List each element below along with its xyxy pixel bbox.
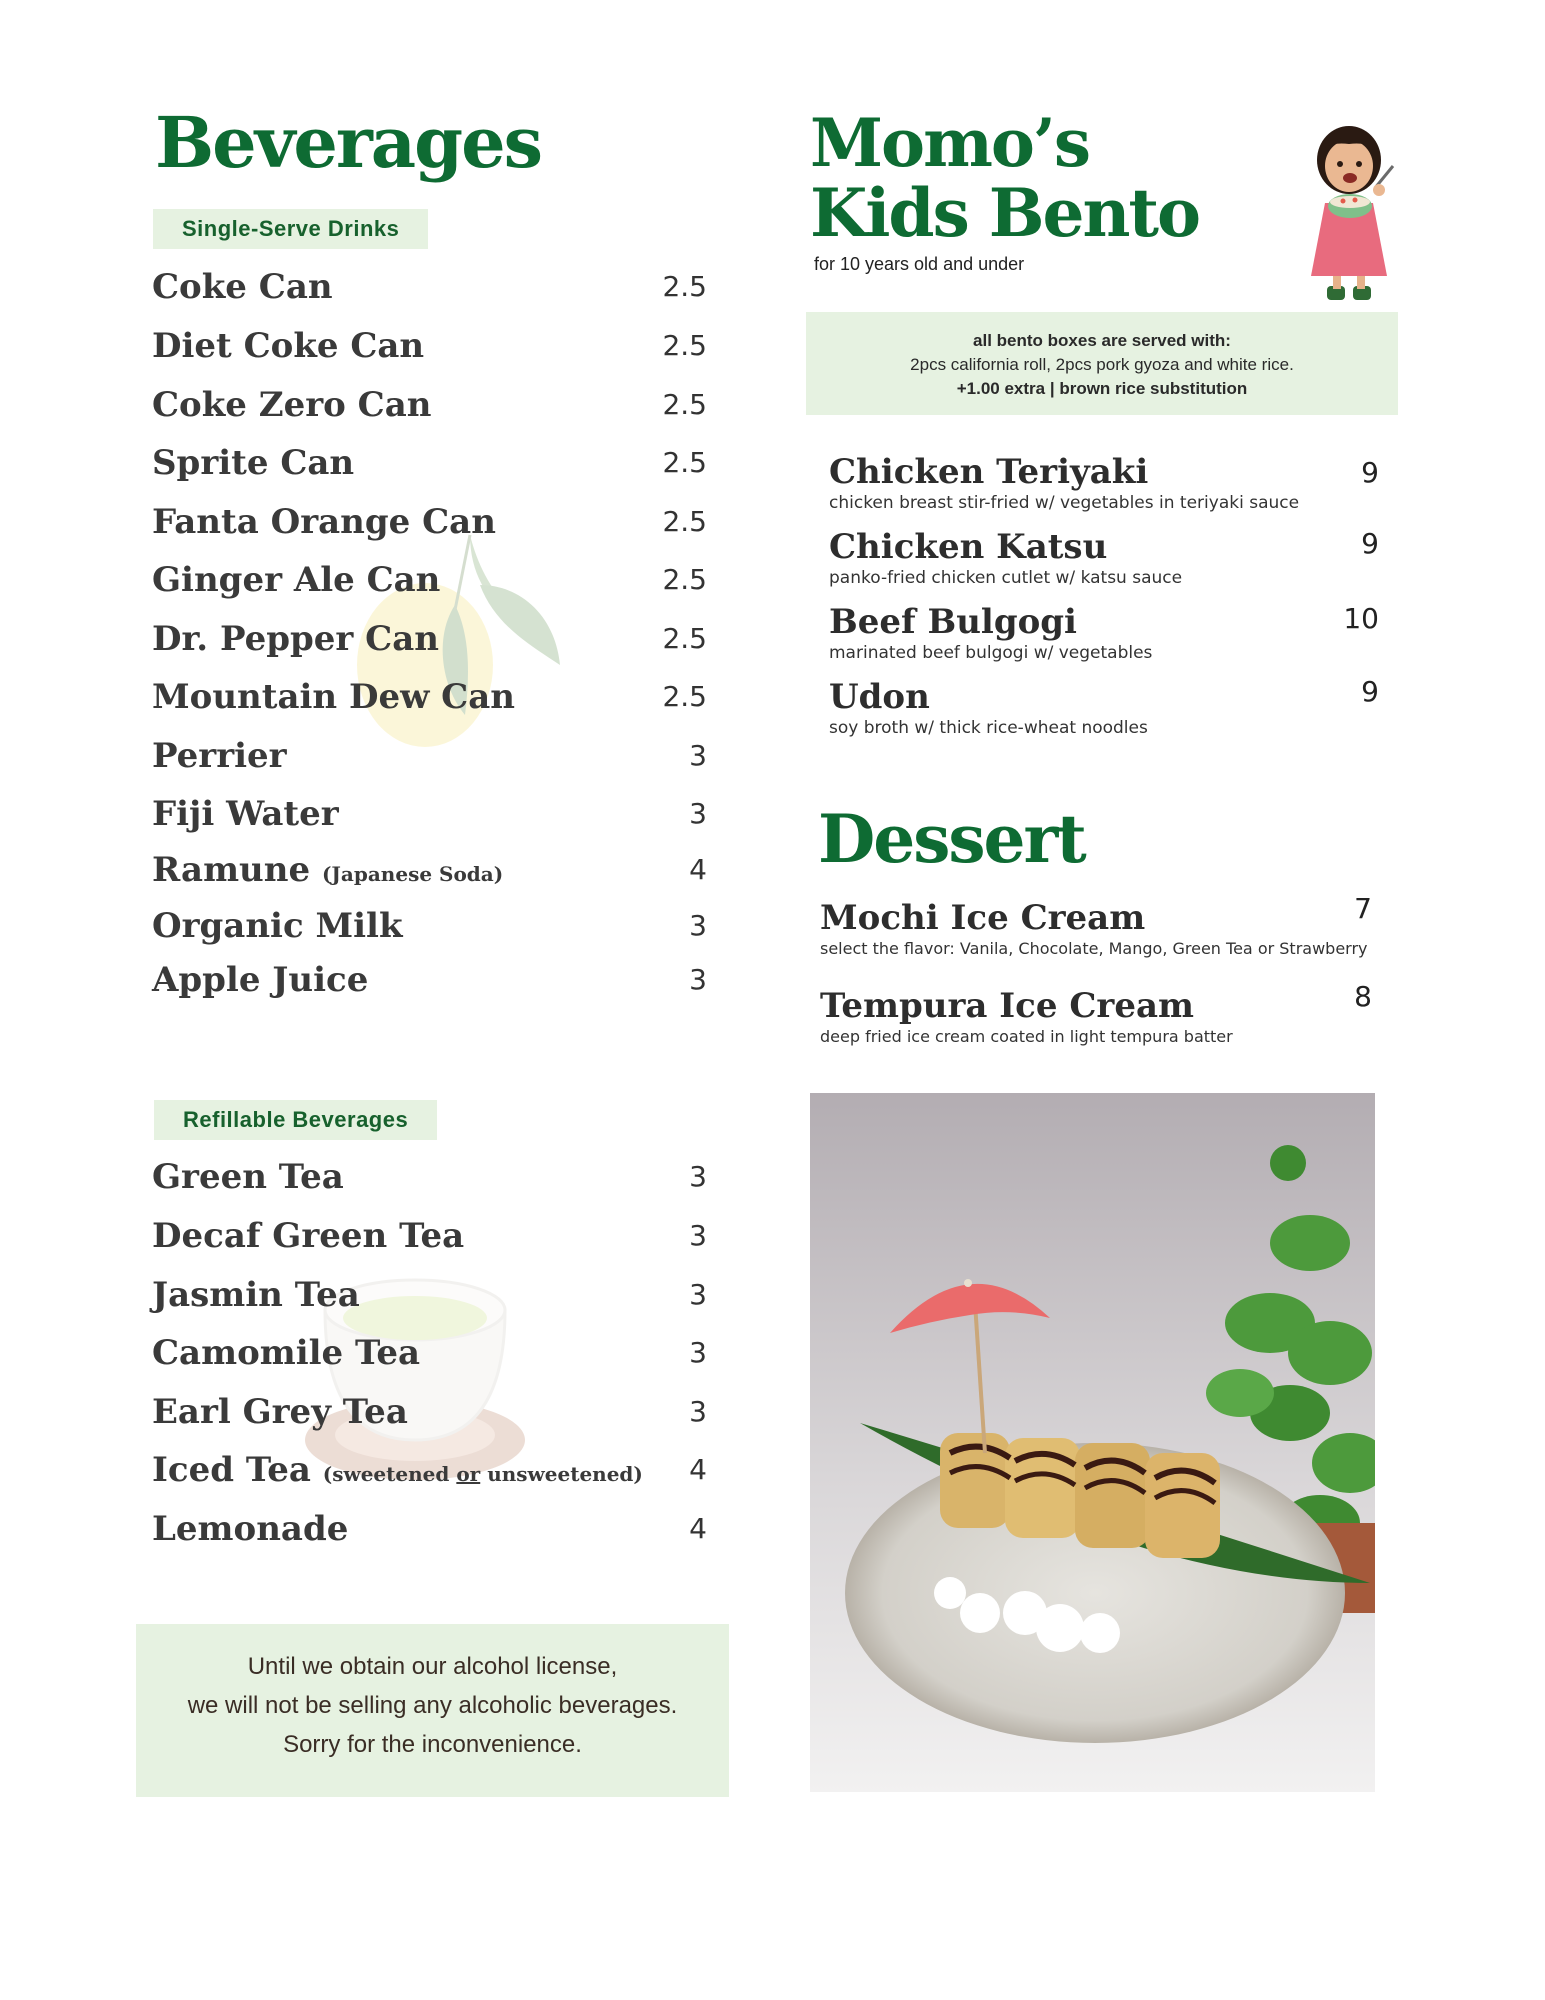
item-price: 2.5	[662, 505, 707, 538]
bento-item	[829, 602, 1379, 664]
girl-eating-illustration	[1305, 118, 1415, 308]
list-item	[152, 1387, 707, 1437]
item-desc: chicken breast stir-fried w/ vegetables in teriyaki sauce	[829, 493, 1300, 513]
note-or: or	[456, 1462, 481, 1486]
item-price: 2.5	[662, 680, 707, 713]
kids-bento-title-line1: Momo’s	[810, 104, 1090, 182]
item-desc: soy broth w/ thick rice-wheat noodles	[829, 718, 1148, 738]
item-name-text: Iced Tea	[152, 1450, 311, 1490]
tempura-ice-cream-photo	[810, 1093, 1375, 1792]
item-name: Mochi Ice Cream	[820, 898, 1146, 938]
item-price: 3	[689, 1219, 707, 1252]
item-price: 3	[689, 909, 707, 942]
item-name: Jasmin Tea	[152, 1275, 360, 1315]
item-name: Coke Zero Can	[152, 385, 432, 425]
item-desc: deep fried ice cream coated in light tempura batter	[820, 1027, 1233, 1046]
list-item	[152, 1445, 707, 1495]
list-item	[152, 955, 707, 1005]
list-item	[152, 262, 707, 312]
list-item	[152, 497, 707, 547]
list-item	[152, 672, 707, 722]
item-price: 9	[1361, 675, 1379, 708]
single-serve-list	[152, 262, 707, 1022]
list-item	[152, 438, 707, 488]
item-price: 3	[689, 963, 707, 996]
item-price: 2.5	[662, 622, 707, 655]
list-item	[152, 614, 707, 664]
served-with-label: all bento boxes are served with:	[973, 331, 1231, 350]
list-item	[152, 555, 707, 605]
kids-bento-subtitle: for 10 years old and under	[814, 254, 1025, 274]
single-serve-label: Single-Serve Drinks	[153, 209, 428, 249]
alcohol-notice	[136, 1624, 729, 1797]
list-item	[152, 1504, 707, 1554]
item-name-text: Ramune	[152, 850, 311, 890]
dessert-title: Dessert	[818, 800, 1085, 878]
item-price: 9	[1361, 456, 1379, 489]
bento-served-with	[806, 312, 1398, 415]
item-name: Beef Bulgogi	[829, 602, 1077, 642]
notice-line: Until we obtain our alcohol license,	[247, 1653, 618, 1680]
item-price: 4	[689, 853, 707, 886]
item-name: Tempura Ice Cream	[820, 986, 1194, 1026]
item-note: (Japanese Soda)	[321, 862, 504, 886]
item-name: Ginger Ale Can	[152, 560, 441, 600]
item-name: Apple Juice	[152, 960, 369, 1000]
dessert-item	[820, 892, 1378, 960]
item-price: 7	[1354, 892, 1372, 925]
item-price: 3	[689, 1395, 707, 1428]
item-price: 2.5	[662, 329, 707, 362]
refillable-list	[152, 1152, 707, 1572]
item-name: Fiji Water	[152, 794, 339, 834]
item-name: Chicken Teriyaki	[829, 452, 1149, 492]
list-item	[152, 380, 707, 430]
item-desc: marinated beef bulgogi w/ vegetables	[829, 643, 1153, 663]
item-price: 3	[689, 1336, 707, 1369]
bento-item	[829, 677, 1379, 739]
item-price: 4	[689, 1453, 707, 1486]
note-text: unsweetened)	[480, 1462, 643, 1486]
item-desc: panko-fried chicken cutlet w/ katsu sauce	[829, 568, 1183, 588]
note-text: (sweetened	[322, 1462, 457, 1486]
list-item	[152, 1211, 707, 1261]
item-name: Coke Can	[152, 267, 333, 307]
item-price: 9	[1361, 527, 1379, 560]
item-name: Mountain Dew Can	[152, 677, 515, 717]
item-name: Fanta Orange Can	[152, 502, 496, 542]
brown-rice-extra: +1.00 extra | brown rice substitution	[956, 379, 1248, 398]
list-item	[152, 1328, 707, 1378]
item-name: Decaf Green Tea	[152, 1216, 465, 1256]
item-price: 2.5	[662, 270, 707, 303]
beverages-title: Beverages	[155, 101, 542, 184]
notice-line: Sorry for the inconvenience.	[283, 1731, 582, 1758]
served-with-items: 2pcs california roll, 2pcs pork gyoza and white rice.	[910, 355, 1294, 374]
item-price: 4	[689, 1512, 707, 1545]
item-name: Dr. Pepper Can	[152, 619, 439, 659]
item-name: Lemonade	[152, 1509, 349, 1549]
list-item	[152, 901, 707, 951]
list-item	[152, 731, 707, 781]
item-price: 3	[689, 797, 707, 830]
list-item	[152, 789, 707, 839]
item-name: Udon	[829, 677, 930, 717]
bento-item	[829, 452, 1379, 514]
item-name: Camomile Tea	[152, 1333, 421, 1373]
item-name	[152, 845, 503, 899]
list-item	[152, 845, 707, 895]
kids-bento-title	[810, 104, 1199, 252]
item-name: Sprite Can	[152, 443, 355, 483]
refillable-label: Refillable Beverages	[154, 1100, 437, 1140]
item-name: Organic Milk	[152, 906, 403, 946]
item-price: 8	[1354, 980, 1372, 1013]
item-price: 3	[689, 1160, 707, 1193]
item-name: Chicken Katsu	[829, 527, 1108, 567]
item-desc: select the flavor: Vanila, Chocolate, Mango, Green Tea or Strawberry	[820, 939, 1368, 958]
list-item	[152, 1152, 707, 1202]
item-price: 3	[689, 739, 707, 772]
kids-bento-title-line2: Kids Bento	[810, 174, 1199, 252]
bento-item	[829, 527, 1379, 589]
item-price: 3	[689, 1278, 707, 1311]
notice-line: we will not be selling any alcoholic beverages.	[187, 1692, 678, 1719]
item-name: Earl Grey Tea	[152, 1392, 408, 1432]
item-price: 2.5	[662, 446, 707, 479]
item-name: Perrier	[152, 736, 287, 776]
item-name: Diet Coke Can	[152, 326, 425, 366]
list-item	[152, 1270, 707, 1320]
item-note	[323, 1462, 643, 1486]
list-item	[152, 321, 707, 371]
dessert-item	[820, 980, 1378, 1048]
item-price: 2.5	[662, 388, 707, 421]
item-price: 10	[1343, 602, 1379, 635]
item-name	[152, 1445, 643, 1499]
item-name: Green Tea	[152, 1157, 344, 1197]
item-price: 2.5	[662, 563, 707, 596]
